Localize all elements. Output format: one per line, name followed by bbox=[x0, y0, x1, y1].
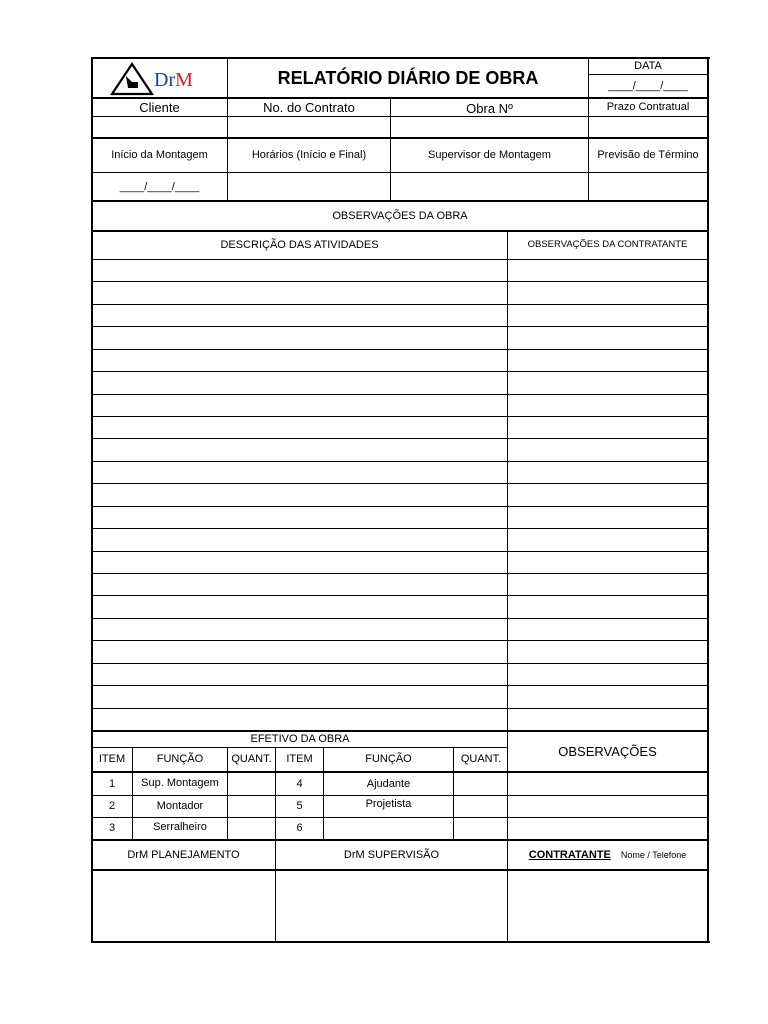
col-item-header: ITEM bbox=[286, 753, 313, 765]
activity-description-cell[interactable] bbox=[93, 327, 506, 347]
activity-description-cell[interactable] bbox=[93, 350, 506, 370]
activity-description-cell[interactable] bbox=[93, 686, 506, 706]
obra-label: Obra Nº bbox=[466, 100, 513, 116]
efetivo-funcao: Projetista bbox=[365, 798, 412, 810]
efetivo-heading: EFETIVO DA OBRA bbox=[250, 733, 350, 745]
drm-supervisao-label: DrM SUPERVISÃO bbox=[343, 848, 440, 861]
logo-triangle-icon bbox=[112, 64, 152, 94]
activity-description-cell[interactable] bbox=[93, 417, 506, 437]
efetivo-funcao: Montador bbox=[156, 800, 204, 812]
activity-description-cell[interactable] bbox=[93, 372, 506, 392]
activity-contratante-cell[interactable] bbox=[509, 305, 706, 325]
activity-contratante-cell[interactable] bbox=[509, 372, 706, 392]
logo-symbol-icon bbox=[126, 76, 138, 88]
inicio-montagem-label: Início da Montagem bbox=[111, 149, 208, 161]
cliente-label: Cliente bbox=[139, 99, 180, 115]
activity-contratante-cell[interactable] bbox=[509, 417, 706, 437]
data-field[interactable]: ____/____/____ bbox=[608, 79, 688, 92]
contratante-label bbox=[508, 841, 707, 869]
activity-description-cell[interactable] bbox=[93, 462, 506, 482]
contrato-field[interactable] bbox=[229, 118, 389, 136]
divider bbox=[589, 74, 708, 75]
signature-supervisao-field[interactable] bbox=[277, 871, 506, 940]
activity-description-cell[interactable] bbox=[93, 282, 506, 302]
col-funcao-header: FUNÇÃO bbox=[365, 753, 412, 765]
activity-contratante-cell[interactable] bbox=[509, 462, 706, 482]
efetivo-funcao: Ajudante bbox=[366, 777, 411, 790]
previsao-label: Previsão de Término bbox=[597, 149, 699, 161]
obra-field[interactable] bbox=[392, 118, 587, 136]
activity-description-cell[interactable] bbox=[93, 529, 506, 549]
cliente-field[interactable] bbox=[93, 118, 226, 136]
activity-contratante-cell[interactable] bbox=[509, 282, 706, 302]
efetivo-item: 1 bbox=[108, 777, 116, 790]
divider bbox=[507, 231, 508, 942]
signature-contratante-field[interactable] bbox=[509, 871, 706, 940]
observacoes-heading: OBSERVAÇÕES bbox=[558, 744, 657, 759]
activity-contratante-cell[interactable] bbox=[509, 484, 706, 504]
contrato-label: No. do Contrato bbox=[263, 99, 355, 115]
prazo-label: Prazo Contratual bbox=[606, 100, 690, 113]
data-label: DATA bbox=[634, 59, 662, 72]
activity-contratante-cell[interactable] bbox=[509, 350, 706, 370]
activity-description-cell[interactable] bbox=[93, 305, 506, 325]
activity-contratante-cell[interactable] bbox=[509, 395, 706, 415]
border-bottom bbox=[91, 941, 710, 943]
efetivo-item: 3 bbox=[108, 822, 116, 834]
previsao-field[interactable] bbox=[590, 174, 706, 200]
activity-contratante-cell[interactable] bbox=[509, 552, 706, 572]
activity-description-cell[interactable] bbox=[93, 260, 506, 280]
observacoes-obra-heading: OBSERVAÇÕES DA OBRA bbox=[332, 209, 468, 222]
border-right bbox=[707, 57, 709, 943]
efetivo-item: 6 bbox=[296, 822, 303, 834]
activity-contratante-cell[interactable] bbox=[509, 327, 706, 347]
efetivo-funcao: Serralheiro bbox=[153, 821, 207, 833]
activity-description-cell[interactable] bbox=[93, 619, 506, 639]
activity-description-cell[interactable] bbox=[93, 641, 506, 661]
nome-telefone-label: Nome / Telefone bbox=[620, 849, 687, 860]
col-item-header: ITEM bbox=[98, 753, 126, 765]
activity-description-cell[interactable] bbox=[93, 709, 506, 729]
activity-contratante-cell[interactable] bbox=[509, 529, 706, 549]
logo-text: DrM bbox=[154, 69, 193, 91]
contratante-title: CONTRATANTE bbox=[528, 848, 611, 861]
drm-planejamento-label: DrM PLANEJAMENTO bbox=[127, 848, 240, 861]
activity-description-cell[interactable] bbox=[93, 596, 506, 616]
activity-description-cell[interactable] bbox=[93, 574, 506, 594]
supervisor-label: Supervisor de Montagem bbox=[428, 149, 551, 161]
efetivo-item: 5 bbox=[296, 800, 303, 812]
activity-contratante-cell[interactable] bbox=[509, 664, 706, 684]
efetivo-item: 2 bbox=[108, 800, 116, 812]
descricao-atividades-heading: DESCRIÇÃO DAS ATIVIDADES bbox=[220, 238, 379, 251]
activity-contratante-cell[interactable] bbox=[509, 507, 706, 527]
activity-description-cell[interactable] bbox=[93, 484, 506, 504]
activity-contratante-cell[interactable] bbox=[509, 596, 706, 616]
horarios-label: Horários (Início e Final) bbox=[251, 149, 367, 161]
page-title: RELATÓRIO DIÁRIO DE OBRA bbox=[277, 68, 539, 88]
activity-contratante-cell[interactable] bbox=[509, 686, 706, 706]
col-quant-header: QUANT. bbox=[231, 753, 272, 765]
efetivo-funcao bbox=[324, 818, 453, 839]
col-quant-header: QUANT. bbox=[460, 753, 502, 765]
activity-description-cell[interactable] bbox=[93, 395, 506, 415]
activity-contratante-cell[interactable] bbox=[509, 641, 706, 661]
prazo-field[interactable] bbox=[590, 118, 706, 136]
activity-description-cell[interactable] bbox=[93, 507, 506, 527]
signature-planejamento-field[interactable] bbox=[93, 871, 274, 940]
activity-contratante-cell[interactable] bbox=[509, 574, 706, 594]
activity-description-cell[interactable] bbox=[93, 664, 506, 684]
activity-contratante-cell[interactable] bbox=[509, 439, 706, 459]
activity-contratante-cell[interactable] bbox=[509, 709, 706, 729]
divider bbox=[92, 172, 708, 173]
observacoes-contratante-heading: OBSERVAÇÕES DA CONTRATANTE bbox=[527, 239, 688, 251]
inicio-montagem-field[interactable]: ____/____/____ bbox=[119, 180, 200, 193]
efetivo-funcao: Sup. Montagem bbox=[141, 776, 219, 789]
activity-description-cell[interactable] bbox=[93, 552, 506, 572]
efetivo-item: 4 bbox=[296, 777, 303, 790]
activity-description-cell[interactable] bbox=[93, 439, 506, 459]
activity-contratante-cell[interactable] bbox=[509, 260, 706, 280]
supervisor-field[interactable] bbox=[392, 174, 587, 200]
activity-contratante-cell[interactable] bbox=[509, 619, 706, 639]
col-funcao-header: FUNÇÃO bbox=[156, 753, 204, 765]
horarios-field[interactable] bbox=[229, 174, 389, 200]
